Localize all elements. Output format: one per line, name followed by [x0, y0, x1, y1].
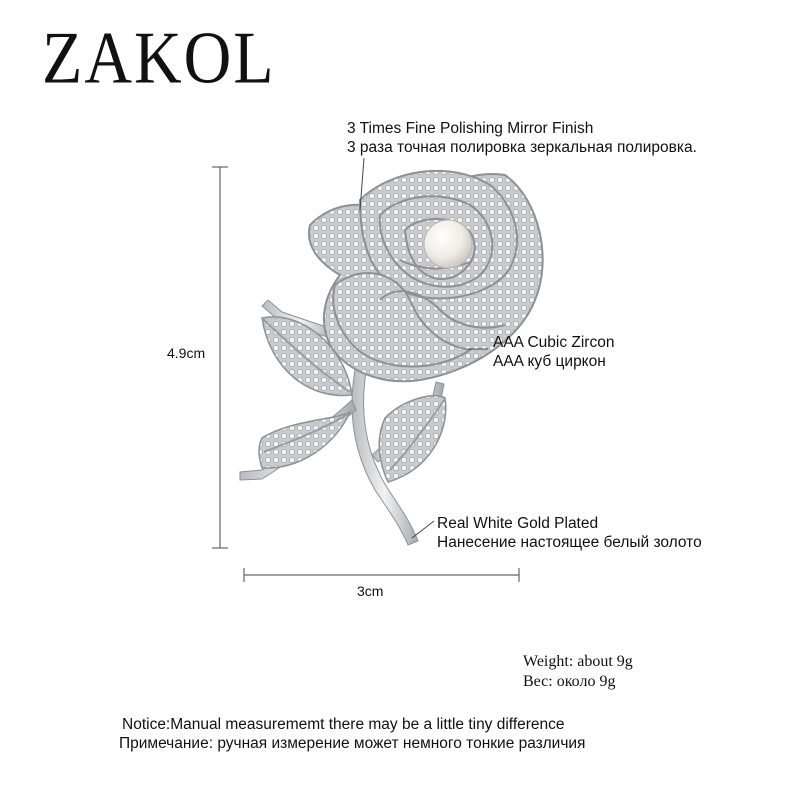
zircon-annotation: [493, 333, 614, 371]
width-label: 3cm: [357, 583, 384, 599]
plating-annotation: [437, 514, 702, 552]
height-label: 4.9cm: [167, 345, 206, 361]
zircon-line-en: AAA Cubic Zircon: [493, 334, 615, 351]
notice-en: Notice:Manual measurememt there may be a little tiny difference: [122, 716, 565, 733]
finish-annotation: [347, 119, 697, 157]
zircon-line-ru: AAA куб циркон: [493, 353, 606, 370]
weight-line-en: Weight: about 9g: [523, 653, 633, 670]
plating-leader-line: [412, 521, 434, 538]
finish-line-ru: 3 раза точная полировка зеркальная полировка.: [347, 139, 697, 156]
pearl: [424, 220, 472, 268]
plating-line-en: Real White Gold Plated: [437, 515, 599, 532]
notice-ru: Примечание: ручная измерение может немного тонкие различия: [119, 735, 586, 752]
height-dimension-line: [212, 167, 228, 548]
weight-line-ru: Вес: около 9g: [523, 673, 616, 690]
width-dimension-line: [244, 568, 519, 582]
plating-line-ru: Нанесение настоящее белый золото: [437, 534, 702, 551]
brand-logo: ZAKOL: [42, 17, 276, 100]
finish-line-en: 3 Times Fine Polishing Mirror Finish: [347, 120, 594, 137]
weight-info: [523, 652, 633, 692]
